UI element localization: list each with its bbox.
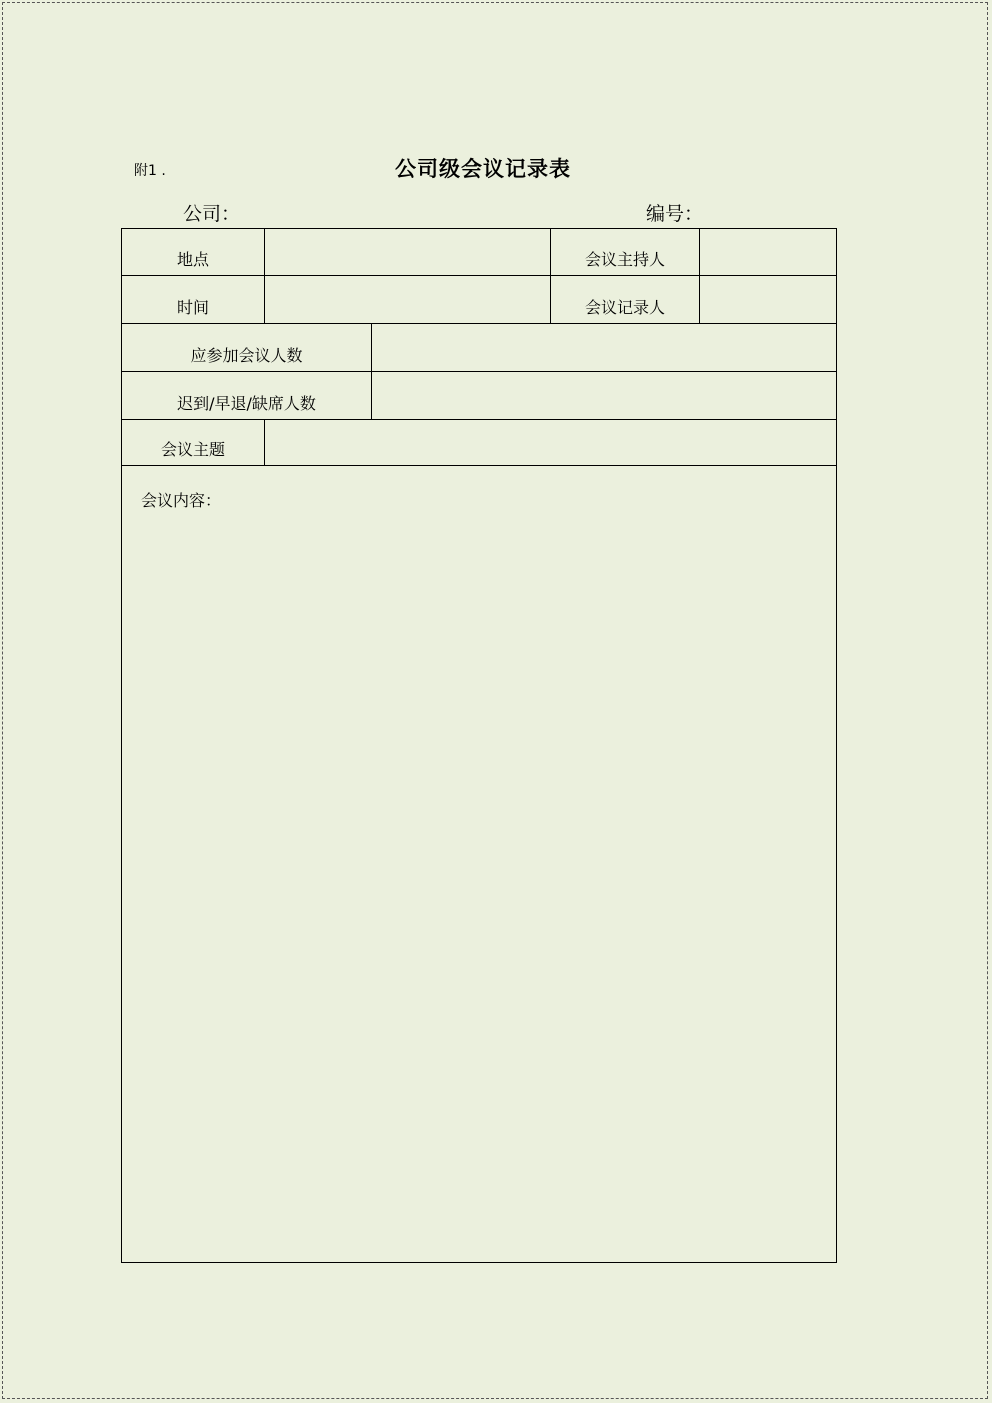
topic-label: 会议主题 <box>160 440 225 459</box>
annex-label: 附1 . <box>134 163 166 179</box>
number-label: 编号： <box>646 203 704 225</box>
table-border-bottom <box>121 1262 837 1263</box>
content-area[interactable] <box>122 466 836 1262</box>
expected-attendees-value[interactable] <box>372 324 836 371</box>
expected-attendees-label: 应参加会议人数 <box>190 346 303 365</box>
late-absent-label: 迟到/早退/缺席人数 <box>177 394 316 413</box>
content-label: 会议内容： <box>141 491 222 510</box>
form-title: 公司级会议记录表 <box>395 157 571 181</box>
table-border-right <box>836 228 837 1263</box>
location-label: 地点 <box>176 250 209 269</box>
company-label: 公司： <box>183 203 241 225</box>
time-label: 时间 <box>176 298 209 317</box>
location-value[interactable] <box>265 229 550 275</box>
time-value[interactable] <box>265 276 550 323</box>
recorder-label: 会议记录人 <box>584 298 665 317</box>
host-label: 会议主持人 <box>584 250 665 269</box>
topic-value[interactable] <box>265 420 836 465</box>
recorder-value[interactable] <box>700 276 836 323</box>
late-absent-value[interactable] <box>372 372 836 419</box>
host-value[interactable] <box>700 229 836 275</box>
